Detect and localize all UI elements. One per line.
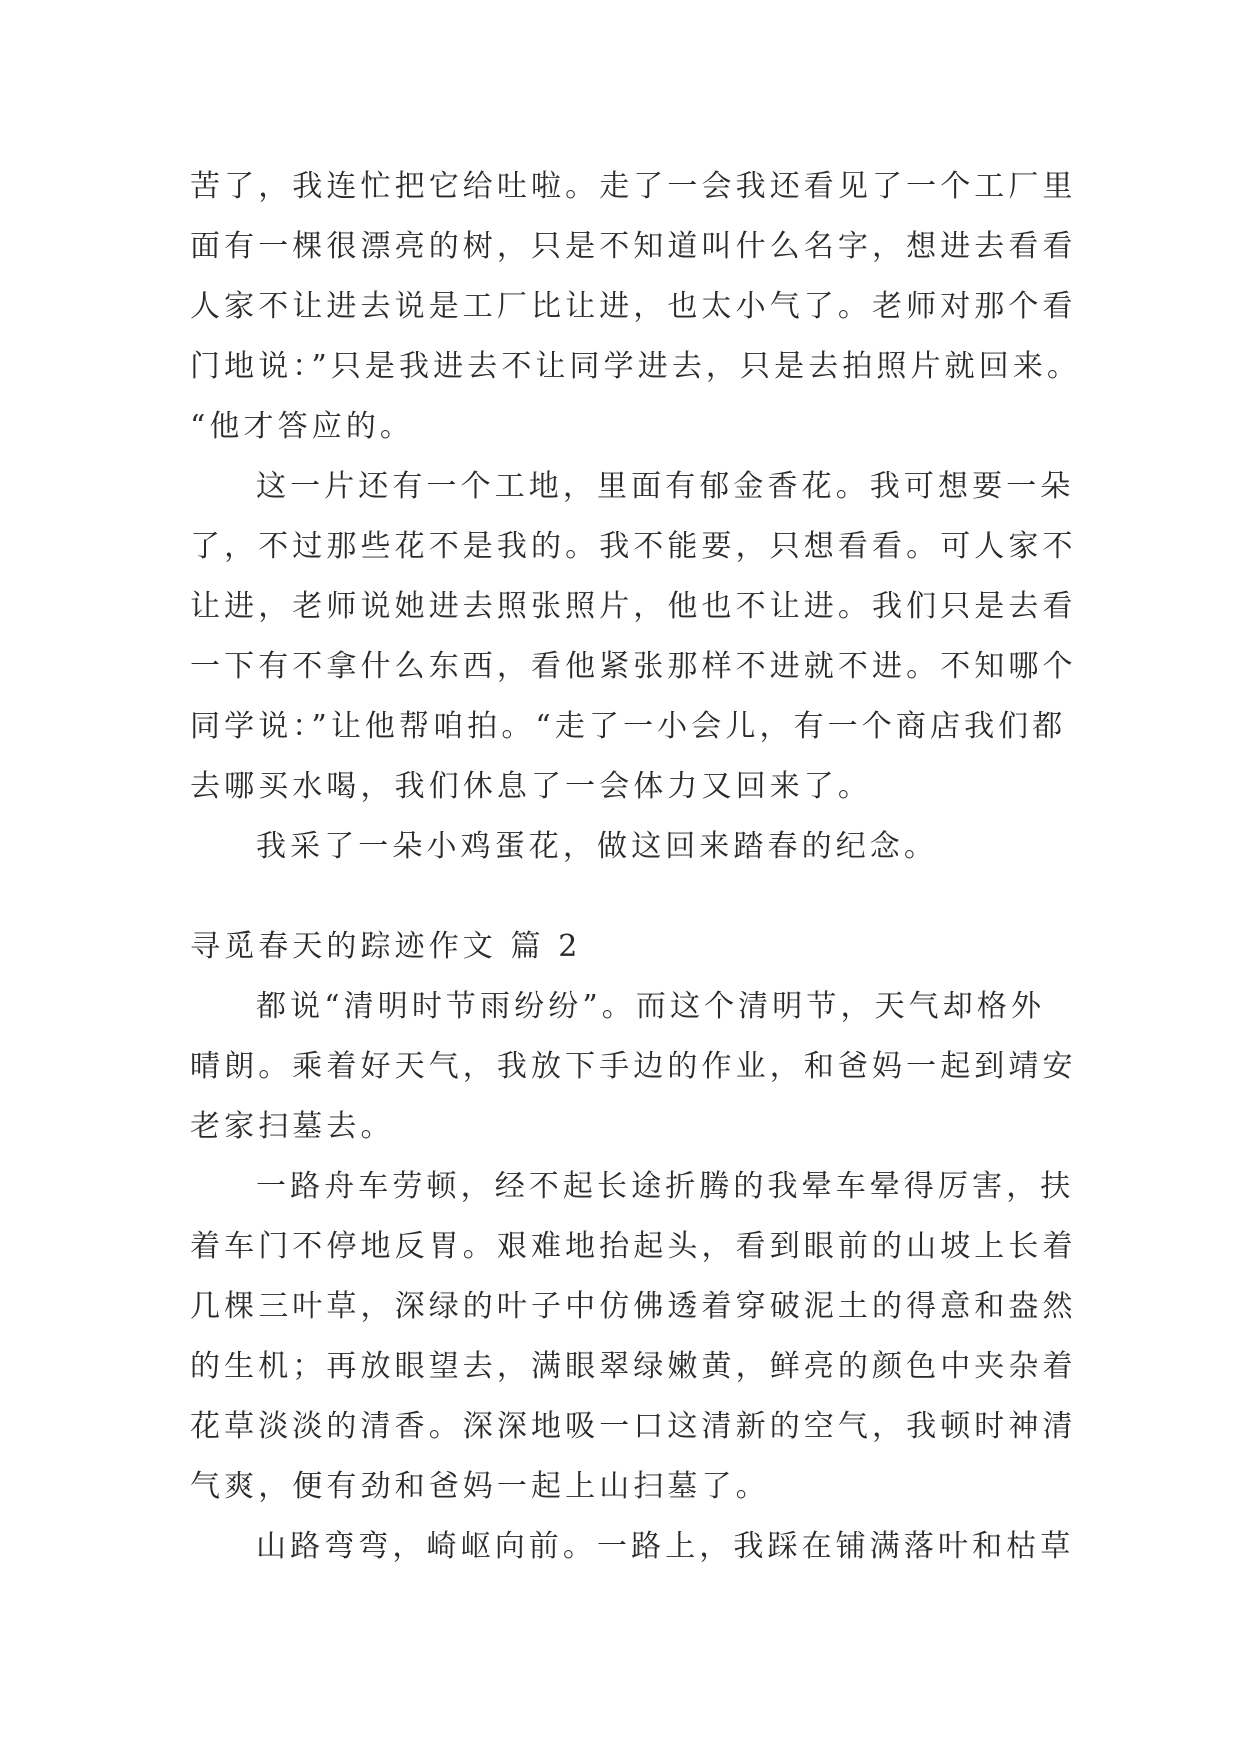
paragraph-line: 花草淡淡的清香。深深地吸一口这清新的空气，我顿时神清 (190, 1409, 1077, 1444)
paragraph-line: 老家扫墓去。 (190, 1109, 395, 1144)
paragraph-line: 苦了，我连忙把它给吐啦。走了一会我还看见了一个工厂里 (190, 169, 1077, 204)
paragraph-line: 这一片还有一个工地，里面有郁金香花。我可想要一朵 (256, 469, 1075, 504)
paragraph-line: 我采了一朵小鸡蛋花，做这回来踏春的纪念。 (256, 829, 938, 864)
paragraph-line: 门地说：”只是我进去不让同学进去，只是去拍照片就回来。 (190, 349, 1082, 384)
paragraph-line: 几棵三叶草，深绿的叶子中仿佛透着穿破泥土的得意和盎然 (190, 1289, 1077, 1324)
paragraph-line: 一下有不拿什么东西，看他紧张那样不进就不进。不知哪个 (190, 649, 1077, 684)
paragraph-line: 同学说：”让他帮咱拍。“走了一小会儿，有一个商店我们都 (190, 709, 1067, 744)
paragraph-line: 山路弯弯，崎岖向前。一路上，我踩在铺满落叶和枯草 (256, 1529, 1075, 1564)
paragraph-line: 的生机；再放眼望去，满眼翠绿嫩黄，鲜亮的颜色中夹杂着 (190, 1349, 1077, 1384)
paragraph-line: 了，不过那些花不是我的。我不能要，只想看看。可人家不 (190, 529, 1077, 564)
paragraph-line: 气爽，便有劲和爸妈一起上山扫墓了。 (190, 1469, 770, 1504)
paragraph-line: 一路舟车劳顿，经不起长途折腾的我晕车晕得厉害，扶 (256, 1169, 1075, 1204)
paragraph-line: 晴朗。乘着好天气，我放下手边的作业，和爸妈一起到靖安 (190, 1049, 1077, 1084)
paragraph-line: 去哪买水喝，我们休息了一会体力又回来了。 (190, 769, 872, 804)
paragraph-line: 都说“清明时节雨纷纷”。而这个清明节，天气却格外 (256, 989, 1046, 1024)
paragraph-line: “他才答应的。 (190, 409, 415, 444)
paragraph-line: 人家不让进去说是工厂比让进，也太小气了。老师对那个看 (190, 289, 1077, 324)
section-title: 寻觅春天的踪迹作文 篇 2 (190, 929, 582, 964)
paragraph-line: 着车门不停地反胃。艰难地抬起头，看到眼前的山坡上长着 (190, 1229, 1077, 1264)
paragraph-line: 让进，老师说她进去照张照片，他也不让进。我们只是去看 (190, 589, 1077, 624)
paragraph-line: 面有一棵很漂亮的树，只是不知道叫什么名字，想进去看看 (190, 229, 1077, 264)
